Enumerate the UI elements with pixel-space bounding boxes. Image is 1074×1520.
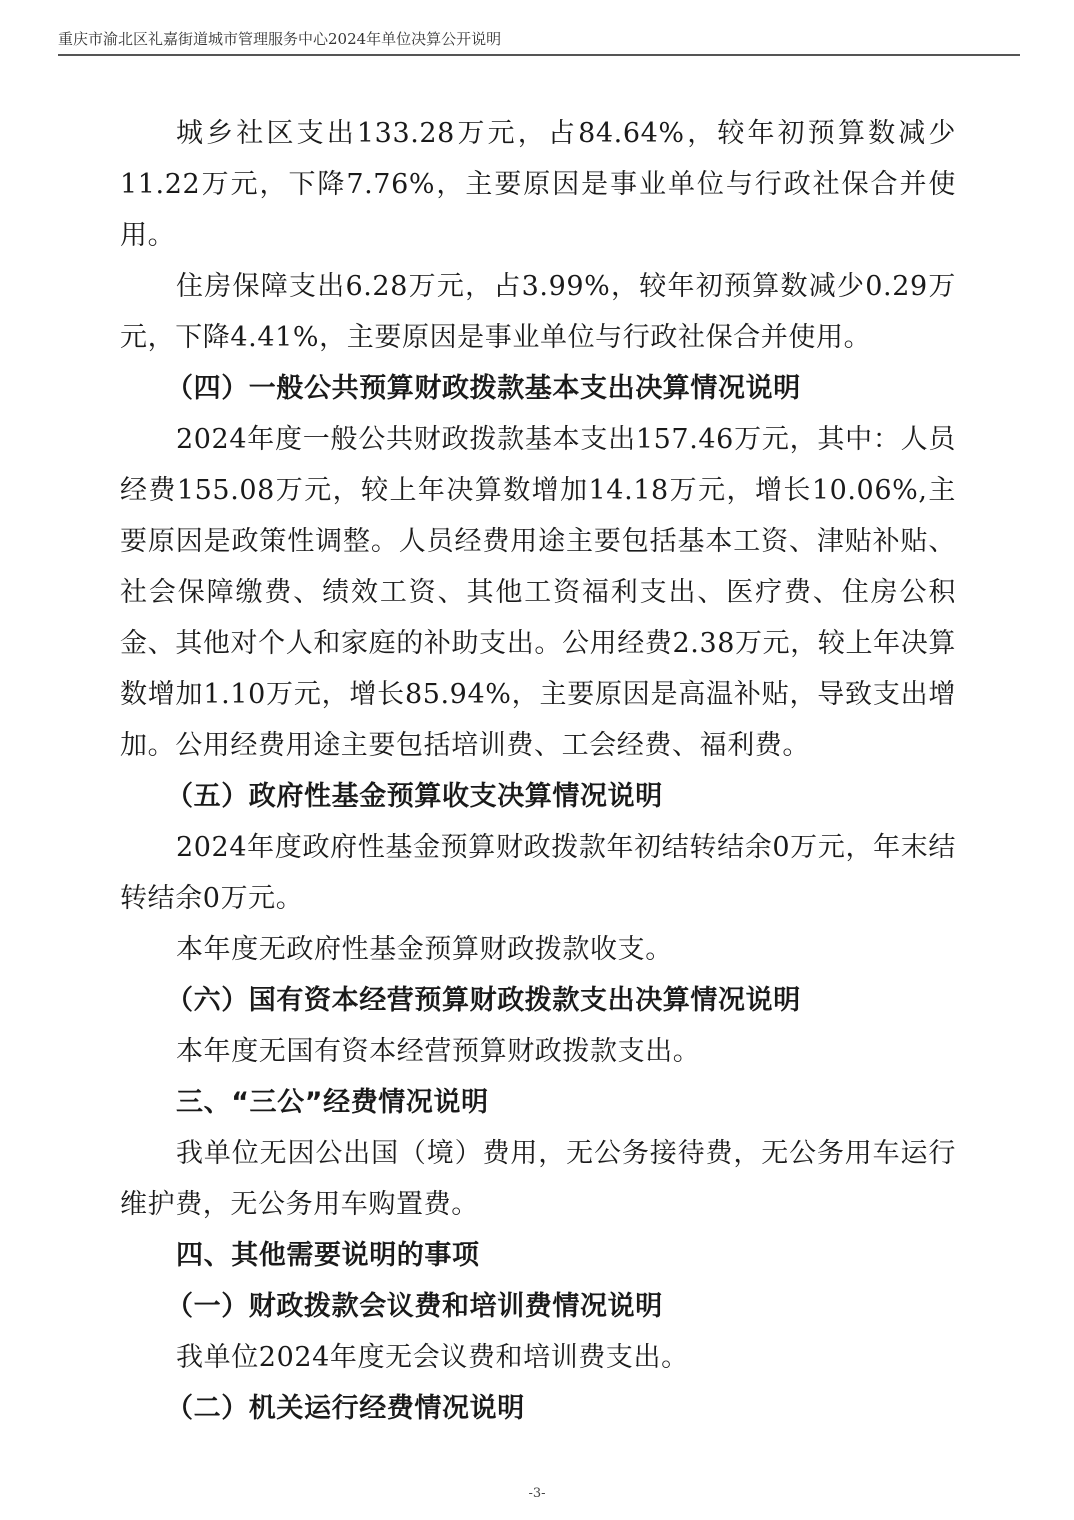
heading-meeting-training: （一）财政拨款会议费和培训费情况说明	[166, 1291, 663, 1322]
section-other-matters: 四、其他需要说明的事项	[176, 1240, 480, 1271]
document-header: 重庆市渝北区礼嘉街道城市管理服务中心2024年单位决算公开说明	[58, 30, 502, 48]
paragraph-urban-rural-expenditure: 城乡社区支出133.28万元，占84.64%，较年初预算数减少11.22万元，下降7.76%，主要原因是事业单位与行政社保合并使用。	[120, 118, 956, 251]
paragraph-housing-expenditure: 住房保障支出6.28万元，占3.99%，较年初预算数减少0.29万元，下降4.41%，主要原因是事业单位与行政社保合并使用。	[120, 271, 956, 353]
section-three-public-expenses: 三、“三公”经费情况说明	[176, 1087, 489, 1118]
page-number: -3-	[528, 1486, 546, 1501]
paragraph-meeting-training: 我单位2024年度无会议费和培训费支出。	[176, 1342, 689, 1373]
heading-state-capital: （六）国有资本经营预算财政拨款支出决算情况说明	[166, 985, 801, 1016]
heading-basic-expenditure: （四）一般公共预算财政拨款基本支出决算情况说明	[166, 373, 801, 404]
paragraph-government-fund-none: 本年度无政府性基金预算财政拨款收支。	[176, 934, 673, 965]
heading-operating-expenses: （二）机关运行经费情况说明	[166, 1393, 525, 1424]
paragraph-state-capital-none: 本年度无国有资本经营预算财政拨款支出。	[176, 1036, 701, 1067]
paragraph-basic-expenditure: 2024年度一般公共财政拨款基本支出157.46万元，其中：人员经费155.08万元，较上年决算数增加14.18万元，增长10.06%,主要原因是政策性调整。人员经费用途主要包括基本工资、津贴补贴、社会保障缴费、绩效工资、其他工资福利支出、医疗费、住房公积金、其他对个人和家庭的补助支出。公用经费2.38万元，较上年决算数增加1.10万元，增长85.94%，主要原因是高温补贴，导致支出增加。公用经费用途主要包括培训费、工会经费、福利费。	[120, 424, 956, 761]
heading-government-fund: （五）政府性基金预算收支决算情况说明	[166, 781, 663, 812]
header-divider	[58, 54, 1020, 56]
document-body	[120, 108, 956, 1434]
paragraph-three-public-expenses: 我单位无因公出国（境）费用，无公务接待费，无公务用车运行维护费，无公务用车购置费。	[120, 1138, 956, 1220]
paragraph-government-fund-balance: 2024年度政府性基金预算财政拨款年初结转结余0万元，年末结转结余0万元。	[120, 832, 956, 914]
